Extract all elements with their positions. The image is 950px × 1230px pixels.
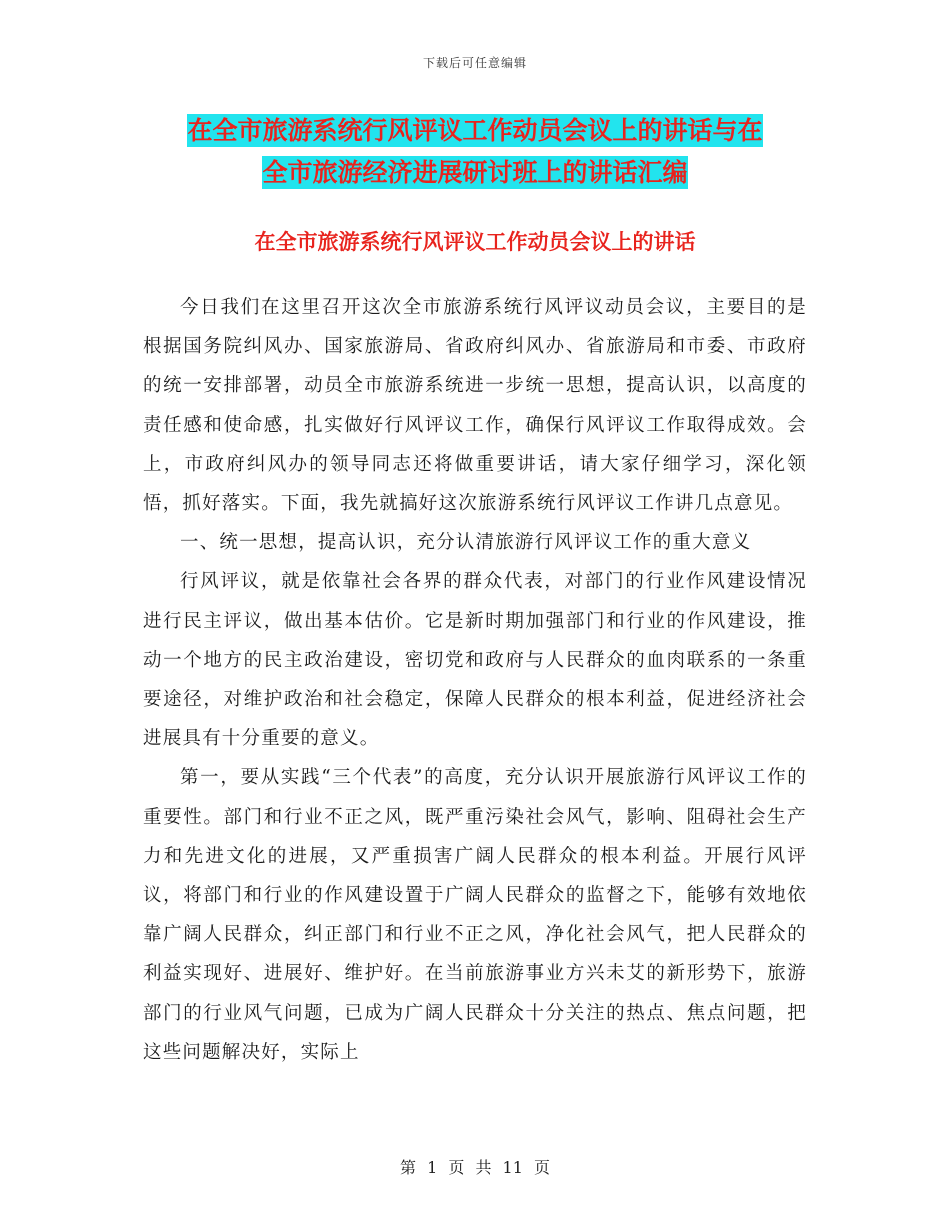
paragraph: 今日我们在这里召开这次全市旅游系统行风评议动员会议，主要目的是根据国务院纠风办、国家旅游局、省政府纠风办、省旅游局和市委、市政府的统一安排部署，动员全市旅游系统进一步统一思想，提高认识，以高度的责任感和使命感，扎实做好行风评议工作，确保行风评议工作取得成效。会上，市政府纠风办的领导同志还将做重要讲话，请大家仔细学习，深化领悟，抓好落实。下面，我先就搞好这次旅游系统行风评议工作讲几点意见。 bbox=[143, 297, 807, 515]
document-title-line-1: 在全市旅游系统行风评议工作动员会议上的讲话与在 bbox=[187, 116, 763, 145]
paragraph: 第一，要从实践“三个代表”的高度，充分认识开展旅游行风评议工作的重要性。部门和行业不正之风，既严重污染社会风气，影响、阻碍社会生产力和先进文化的进展，又严重损害广阔人民群众的根本利益。开展行风评议，将部门和行业的作风建设置于广阔人民群众的监督之下，能够有效地依靠广阔人民群众，纠正部门和行业不正之风，净化社会风气，把人民群众的利益实现好、进展好、维护好。在当前旅游事业方兴未艾的新形势下，旅游部门的行业风气问题，已成为广阔人民群众十分关注的热点、焦点问题，把这些问题解决好，实际上 bbox=[143, 767, 807, 1063]
document-title bbox=[140, 110, 810, 194]
page-number-footer: 第 1 页 共 11 页 bbox=[400, 1158, 550, 1177]
section-title: 在全市旅游系统行风评议工作动员会议上的讲话 bbox=[254, 230, 696, 254]
paragraph: 行风评议，就是依靠社会各界的群众代表，对部门的行业作风建设情况进行民主评议，做出基本估价。它是新时期加强部门和行业的作风建设，推动一个地方的民主政治建设，密切党和政府与人民群众的血肉联系的一条重要途径，对维护政治和社会稳定，保障人民群众的根本利益，促进经济社会进展具有十分重要的意义。 bbox=[143, 571, 807, 750]
paragraph-heading: 一、统一思想，提高认识，充分认清旅游行风评议工作的重大意义 bbox=[180, 532, 752, 554]
document-title-line-2: 全市旅游经济进展研讨班上的讲话汇编 bbox=[262, 158, 688, 187]
page-header-note: 下载后可任意编辑 bbox=[422, 56, 527, 70]
document-body bbox=[143, 288, 807, 1072]
